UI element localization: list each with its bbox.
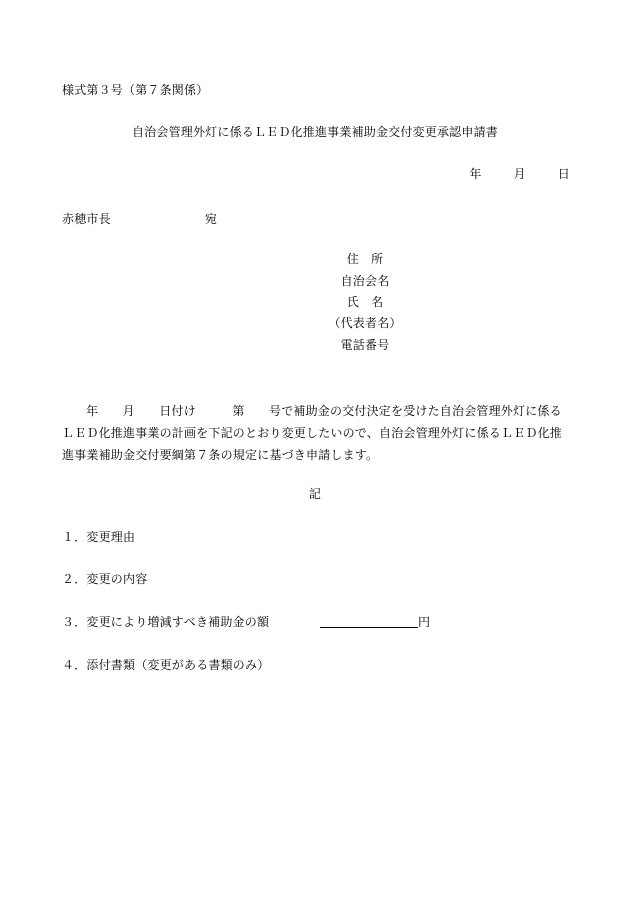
body-paragraph <box>62 400 572 466</box>
document-title: 自治会管理外灯に係るＬＥＤ化推進事業補助金交付変更承認申請書 <box>131 125 498 139</box>
applicant-representative-label: （代表者名） <box>328 316 402 330</box>
addressee <box>62 211 217 227</box>
date-year: 年 <box>469 167 482 181</box>
applicant-phone-label: 電話番号 <box>340 338 390 352</box>
body-text: 年 月 日付け 第 号で補助金の交付決定を受けた自治会管理外灯に係るＬＥＤ化推進事業の計画を下記のとおり変更したいので、自治会管理外灯に係るＬＥＤ化推進事業補助金交付要綱第７条の規定に基づき申請します。 <box>62 404 562 462</box>
applicant-association-label: 自治会名 <box>340 274 390 288</box>
ki-heading: 記 <box>308 487 322 501</box>
item-subsidy-amount: ３．変更により増減すべき補助金の額 <box>62 615 270 629</box>
item-change-content: ２．変更の内容 <box>62 572 148 586</box>
item-attachments: ４．添付書類（変更がある書類のみ） <box>62 658 270 672</box>
amount-unit: 円 <box>418 615 431 629</box>
addressee-name: 赤穂市長 <box>62 212 111 226</box>
date-month: 月 <box>513 167 526 181</box>
addressee-suffix: 宛 <box>204 212 218 226</box>
applicant-name-label: 氏 名 <box>346 295 384 309</box>
applicant-address-label: 住 所 <box>346 252 384 266</box>
item-change-reason: １．変更理由 <box>62 530 136 544</box>
date-day: 日 <box>557 167 570 181</box>
form-number: 様式第３号（第７条関係） <box>62 83 209 97</box>
date-line <box>469 166 570 182</box>
amount-underline <box>320 627 418 628</box>
